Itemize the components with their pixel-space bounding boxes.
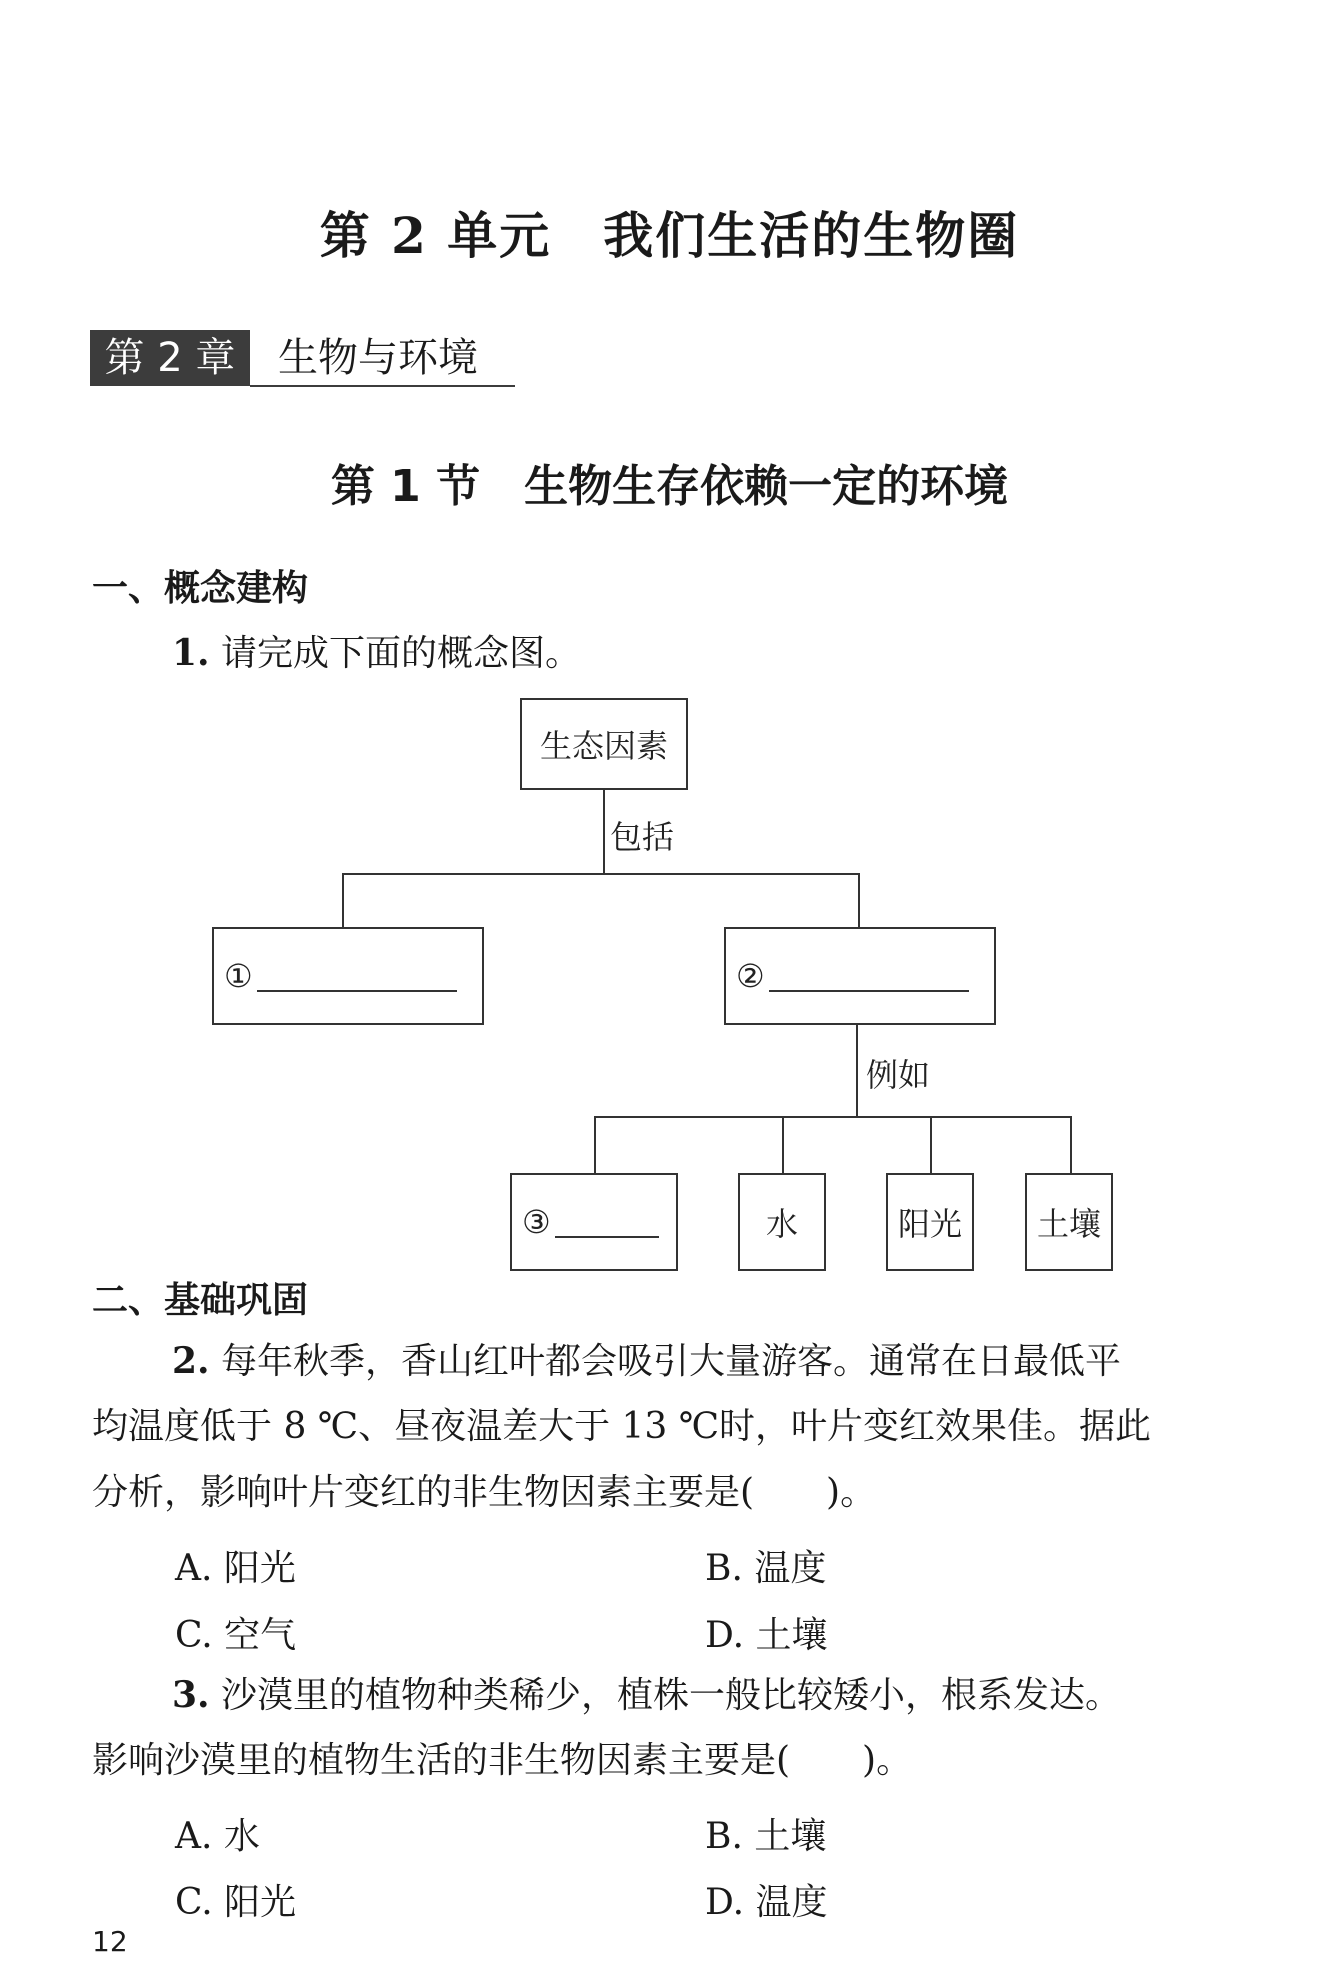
question-3-line-1: 沙漠里的植物种类稀少，植株一般比较矮小，根系发达。 bbox=[221, 1675, 1122, 1716]
diagram-item-water: 水 bbox=[738, 1173, 826, 1271]
diagram-item-soil: 土壤 bbox=[1025, 1173, 1113, 1271]
diagram-root-box: 生态因素 bbox=[520, 698, 688, 790]
diagram-connector bbox=[858, 873, 860, 927]
question-2-line-3: 分析，影响叶片变红的非生物因素主要是( )。 bbox=[92, 1472, 877, 1513]
blank-marker-1: ① bbox=[224, 957, 253, 995]
chapter-title: 生物与环境 bbox=[278, 335, 478, 381]
diagram-connector bbox=[1070, 1116, 1072, 1174]
question-2-line-1: 每年秋季，香山红叶都会吸引大量游客。通常在日最低平 bbox=[221, 1341, 1122, 1382]
unit-title: 第 2 单元 我们生活的生物圈 bbox=[319, 206, 1020, 265]
question-2-option-d[interactable]: D. 土壤 bbox=[705, 1615, 828, 1656]
blank-marker-3: ③ bbox=[522, 1203, 551, 1241]
section-title: 第 1 节 生物生存依赖一定的环境 bbox=[330, 461, 1009, 512]
question-2-number: 2. bbox=[172, 1340, 210, 1382]
diagram-connector bbox=[930, 1116, 932, 1174]
answer-blank-2[interactable] bbox=[769, 960, 969, 992]
question-3-number: 3. bbox=[172, 1674, 210, 1716]
part2-heading: 二、基础巩固 bbox=[92, 1280, 309, 1321]
question-2-option-c[interactable]: C. 空气 bbox=[175, 1615, 297, 1656]
diagram-connector bbox=[594, 1116, 596, 1174]
diagram-item-sunlight: 阳光 bbox=[886, 1173, 974, 1271]
question-3-option-c[interactable]: C. 阳光 bbox=[175, 1882, 297, 1923]
chapter-label: 第 2 章 bbox=[90, 330, 250, 386]
diagram-blank-box-2[interactable] bbox=[724, 927, 996, 1025]
question-3-option-b[interactable]: B. 土壤 bbox=[705, 1816, 827, 1857]
question-2-option-b[interactable]: B. 温度 bbox=[705, 1548, 827, 1589]
diagram-connector bbox=[342, 873, 860, 875]
diagram-connector bbox=[342, 873, 344, 927]
question-3-option-a[interactable]: A. 水 bbox=[175, 1816, 260, 1857]
diagram-blank-box-1[interactable] bbox=[212, 927, 484, 1025]
question-2-line-2: 均温度低于 8 ℃、昼夜温差大于 13 ℃时，叶片变红效果佳。据此 bbox=[92, 1406, 1152, 1447]
diagram-blank-box-3[interactable] bbox=[510, 1173, 678, 1271]
answer-blank-1[interactable] bbox=[257, 960, 457, 992]
question-3-line-2: 影响沙漠里的植物生活的非生物因素主要是( )。 bbox=[92, 1740, 913, 1781]
diagram-connector bbox=[603, 790, 605, 874]
part1-heading: 一、概念建构 bbox=[92, 568, 309, 609]
question-1-text: 请完成下面的概念图。 bbox=[221, 633, 582, 674]
answer-blank-3[interactable] bbox=[555, 1206, 659, 1238]
question-3-option-d[interactable]: D. 温度 bbox=[705, 1882, 828, 1923]
diagram-link-label-1: 包括 bbox=[610, 818, 675, 856]
question-1-number: 1. bbox=[172, 632, 210, 674]
question-2-option-a[interactable]: A. 阳光 bbox=[175, 1548, 296, 1589]
blank-marker-2: ② bbox=[736, 957, 765, 995]
question-1 bbox=[172, 620, 581, 687]
diagram-link-label-2: 例如 bbox=[866, 1056, 931, 1094]
page-number: 12 bbox=[92, 1925, 128, 1958]
diagram-connector bbox=[856, 1025, 858, 1117]
chapter-underline bbox=[250, 385, 515, 387]
diagram-connector bbox=[782, 1116, 784, 1174]
diagram-connector bbox=[594, 1116, 1072, 1118]
